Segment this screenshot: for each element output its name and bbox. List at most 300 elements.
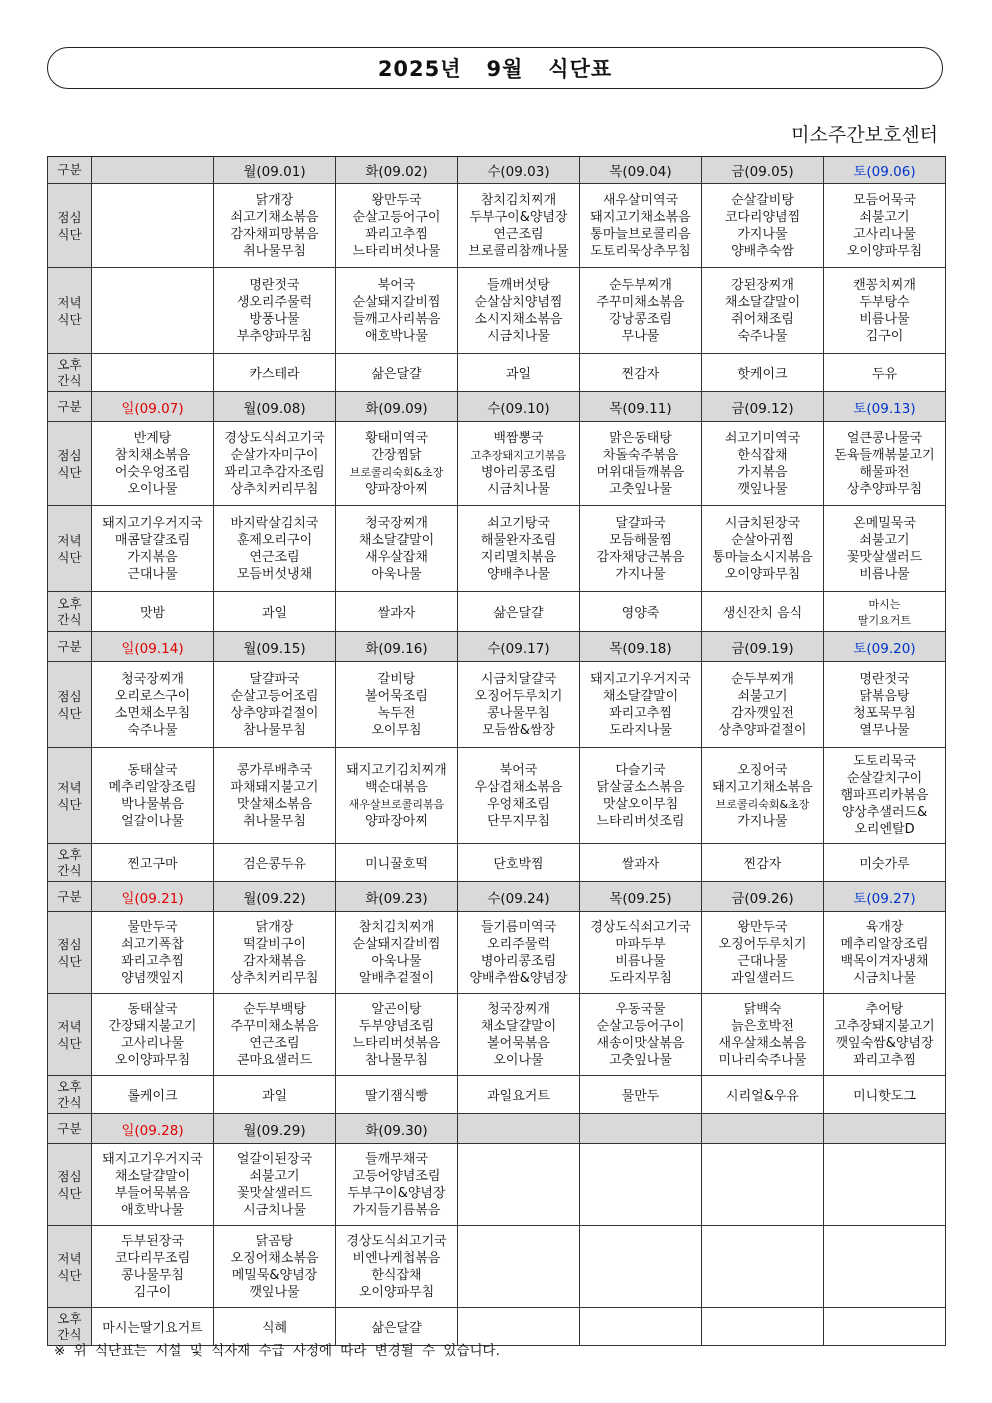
dinner-menu-cell [824, 506, 946, 592]
row-label-lunch-text: 식단 [57, 1185, 82, 1201]
dinner-menu-cell [336, 748, 458, 844]
snack-cell: 단호박찜 [458, 844, 580, 882]
menu-item: 꽈리고추찜 [609, 705, 672, 721]
dinner-menu-cell [92, 1226, 214, 1308]
row-label-snack-text: 간식 [57, 862, 82, 878]
menu-item: 시금치나물 [487, 481, 550, 497]
row-label-snack [48, 1076, 92, 1114]
menu-item: 돼지고기우거지국 [102, 515, 203, 531]
menu-item: 소시지채소볶음 [474, 311, 563, 327]
day-header: 일(09.07) [92, 392, 214, 422]
menu-item: 볼어묵조림 [365, 688, 428, 704]
menu-item: 새우살브로콜리볶음 [348, 797, 445, 811]
snack-cell: 삶은달걀 [458, 592, 580, 632]
lunch-menu-cell [458, 912, 580, 994]
menu-item: 콩나물무침 [487, 705, 550, 721]
menu-item: 육개장 [865, 919, 904, 935]
row-label-snack-text: 오후 [57, 595, 82, 611]
menu-item: 순두부찌개 [609, 277, 672, 293]
dinner-menu-cell [580, 748, 702, 844]
menu-item: 채소달걀말이 [114, 1168, 191, 1184]
day-header: 토(09.27) [824, 882, 946, 912]
menu-item: 순살고등어구이 [596, 1018, 685, 1034]
day-header: 토(09.13) [824, 392, 946, 422]
menu-item: 오징어두루치기 [474, 688, 563, 704]
menu-item: 쇠고기탕국 [487, 515, 550, 531]
menu-item: 비엔나케첩볶음 [352, 1250, 441, 1266]
menu-item: 해물파전 [859, 464, 910, 480]
menu-item: 왕만두국 [737, 919, 788, 935]
menu-item: 도라지무침 [609, 970, 672, 986]
lunch-menu-cell [336, 422, 458, 506]
menu-item: 김구이 [865, 328, 904, 344]
menu-item: 돼지고기채소볶음 [590, 209, 691, 225]
snack-cell: 롤케이크 [92, 1076, 214, 1114]
page-title: 2025년 9월 식단표 [377, 57, 613, 81]
row-label-snack [48, 844, 92, 882]
dinner-menu-cell [702, 268, 824, 354]
day-header [702, 1114, 824, 1144]
day-header: 토(09.20) [824, 632, 946, 662]
snack-cell: 쌀과자 [336, 592, 458, 632]
menu-item: 청국장찌개 [121, 671, 184, 687]
menu-item: 맑은동태탕 [609, 430, 672, 446]
menu-item: 갈비탕 [377, 671, 416, 687]
menu-item: 오리엔탈D [854, 822, 915, 837]
menu-item: 돼지고기채소볶음 [712, 779, 813, 795]
menu-item: 순살갈치구이 [846, 771, 923, 786]
menu-item: 근대나물 [127, 566, 178, 582]
menu-item: 콩나물무침 [121, 1267, 184, 1283]
menu-item: 고사리나물 [121, 1035, 184, 1051]
lunch-menu-cell [92, 184, 214, 268]
menu-item: 녹두전 [377, 705, 416, 721]
day-header: 금(09.12) [702, 392, 824, 422]
menu-item: 모듬해물찜 [609, 532, 672, 548]
menu-item: 참나물무침 [365, 1052, 428, 1068]
snack-cell: 찐고구마 [92, 844, 214, 882]
day-header [458, 1114, 580, 1144]
dinner-menu-cell [702, 994, 824, 1076]
menu-item: 물만두국 [127, 919, 178, 935]
day-header: 화(09.30) [336, 1114, 458, 1144]
snack-cell: 미숫가루 [824, 844, 946, 882]
menu-item: 볼어묵볶음 [487, 1035, 550, 1051]
menu-item: 시금치나물 [243, 1202, 306, 1218]
dinner-menu-cell [824, 1226, 946, 1308]
snack-cell: 미니핫도그 [824, 1076, 946, 1114]
meal-plan-table [47, 156, 946, 1346]
menu-item: 코다리양념찜 [724, 209, 801, 225]
menu-item: 쇠고기폭찹 [121, 936, 184, 952]
menu-item: 오이무침 [371, 722, 422, 738]
dinner-menu-cell [92, 268, 214, 354]
menu-item: 새송이맛살볶음 [596, 1035, 685, 1051]
menu-item: 도토리묵상추무침 [590, 243, 691, 259]
menu-item: 김구이 [133, 1284, 172, 1300]
menu-item: 닭볶음탕 [859, 688, 910, 704]
menu-item: 참치채소볶음 [114, 447, 191, 463]
day-header: 수(09.24) [458, 882, 580, 912]
snack-cell: 물만두 [580, 1076, 702, 1114]
snack-cell [824, 592, 946, 632]
menu-item: 가지나물 [737, 226, 788, 242]
menu-item: 박나물볶음 [121, 796, 184, 812]
menu-item: 열무나물 [859, 722, 910, 738]
menu-item: 메밀묵&양념장 [231, 1267, 318, 1283]
menu-item: 간장돼지불고기 [108, 1018, 197, 1034]
dinner-menu-cell [214, 748, 336, 844]
dinner-menu-cell [702, 506, 824, 592]
day-header [824, 1114, 946, 1144]
menu-item: 쥐어채조림 [731, 311, 794, 327]
row-label-snack [48, 354, 92, 392]
menu-item: 맛살채소볶음 [236, 796, 313, 812]
menu-item: 꽃맛살샐러드 [236, 1185, 313, 1201]
menu-item: 돼지고기우거지국 [102, 1151, 203, 1167]
menu-item: 고춧잎나물 [609, 1052, 672, 1068]
snack-item: 딸기요거트 [857, 613, 912, 627]
menu-item: 감자채볶음 [243, 953, 306, 969]
menu-item: 주꾸미채소볶음 [230, 1018, 319, 1034]
menu-item: 떡갈비구이 [243, 936, 306, 952]
lunch-menu-cell [214, 1144, 336, 1226]
snack-cell: 마시는딸기요거트 [92, 1308, 214, 1346]
menu-item: 순살가자미구이 [230, 447, 319, 463]
menu-item: 취나물무침 [243, 243, 306, 259]
menu-item: 부들어묵볶음 [114, 1185, 191, 1201]
row-label-lunch [48, 184, 92, 268]
menu-item: 마파두부 [615, 936, 666, 952]
lunch-menu-cell [92, 422, 214, 506]
lunch-menu-cell [458, 422, 580, 506]
menu-item: 브로콜리숙회&초장 [349, 465, 444, 479]
menu-item: 어슷우엉조림 [114, 464, 191, 480]
menu-item: 비름나물 [615, 953, 666, 969]
dinner-menu-cell [214, 506, 336, 592]
row-label-dinner-text: 식단 [57, 1035, 82, 1051]
lunch-menu-cell [580, 184, 702, 268]
day-header: 일(09.28) [92, 1114, 214, 1144]
dinner-menu-cell [92, 506, 214, 592]
row-label-dinner [48, 268, 92, 354]
menu-item: 돼지고기김치찌개 [346, 762, 447, 778]
snack-cell: 과일 [214, 592, 336, 632]
menu-item: 오이양파무침 [114, 1052, 191, 1068]
menu-item: 명란젓국 [249, 277, 300, 293]
menu-item: 닭백숙 [743, 1001, 782, 1017]
dinner-menu-cell [824, 994, 946, 1076]
menu-item: 두부된장국 [121, 1233, 184, 1249]
dinner-menu-cell [214, 268, 336, 354]
lunch-menu-cell [702, 912, 824, 994]
lunch-menu-cell [824, 912, 946, 994]
menu-item: 연근조림 [493, 226, 544, 242]
lunch-menu-cell [702, 662, 824, 748]
menu-item: 우삼겹채소볶음 [474, 779, 563, 795]
organization-name: 미소주간보호센터 [791, 124, 938, 146]
menu-item: 시금치달걀국 [480, 671, 557, 687]
menu-item: 해물완자조림 [480, 532, 557, 548]
menu-item: 머위대들깨볶음 [596, 464, 685, 480]
menu-item: 메추리알장조림 [108, 779, 197, 795]
menu-item: 양배추나물 [487, 566, 550, 582]
snack-cell: 삶은달걀 [336, 354, 458, 392]
menu-item: 쇠고기미역국 [724, 430, 801, 446]
menu-item: 연근조림 [249, 1035, 300, 1051]
menu-item: 순살고등어구이 [352, 209, 441, 225]
row-label-lunch [48, 662, 92, 748]
lunch-menu-cell [336, 912, 458, 994]
row-label-dinner-text: 식단 [57, 796, 82, 812]
day-header: 금(09.26) [702, 882, 824, 912]
snack-cell [580, 1308, 702, 1346]
menu-item: 백목이겨자냉채 [840, 953, 929, 969]
menu-item: 부추양파무침 [236, 328, 313, 344]
menu-item: 오이나물 [127, 481, 178, 497]
lunch-menu-cell [458, 184, 580, 268]
menu-item: 청국장찌개 [487, 1001, 550, 1017]
menu-item: 콩가루배추국 [236, 762, 313, 778]
menu-item: 백짬뽕국 [493, 430, 544, 446]
lunch-menu-cell [92, 662, 214, 748]
menu-item: 오징어국 [737, 762, 788, 778]
row-label-lunch-text: 식단 [57, 226, 82, 242]
menu-item: 오리주물럭 [487, 936, 550, 952]
row-label-lunch-text: 식단 [57, 953, 82, 969]
snack-cell [702, 1308, 824, 1346]
menu-item: 들기름미역국 [480, 919, 557, 935]
day-header: 수(09.17) [458, 632, 580, 662]
menu-item: 백순대볶음 [365, 779, 428, 795]
menu-item: 취나물무침 [243, 813, 306, 829]
day-header: 금(09.05) [702, 157, 824, 184]
row-label-lunch-text: 점심 [57, 688, 82, 704]
menu-item: 순살갈비탕 [731, 192, 794, 208]
lunch-menu-cell [336, 1144, 458, 1226]
lunch-menu-cell [458, 662, 580, 748]
menu-item: 애호박나물 [121, 1202, 184, 1218]
dinner-menu-cell [458, 994, 580, 1076]
menu-item: 메추리알장조림 [840, 936, 929, 952]
menu-item: 강낭콩조림 [609, 311, 672, 327]
menu-item: 꽈리고추찜 [121, 953, 184, 969]
menu-item: 양배추쌈&양념장 [469, 970, 568, 986]
day-header: 월(09.08) [214, 392, 336, 422]
menu-item: 시금치된장국 [724, 515, 801, 531]
menu-item: 얼큰콩나물국 [846, 430, 923, 446]
dinner-menu-cell [580, 1226, 702, 1308]
row-label-dinner [48, 748, 92, 844]
menu-item: 참치김치찌개 [480, 192, 557, 208]
menu-item: 닭살굴소스볶음 [596, 779, 685, 795]
menu-item: 알배추겉절이 [358, 970, 435, 986]
menu-item: 아욱나물 [371, 953, 422, 969]
menu-item: 닭개장 [255, 192, 294, 208]
menu-item: 새우살채소볶음 [718, 1035, 807, 1051]
menu-item: 깻잎나물 [249, 1284, 300, 1300]
menu-item: 주꾸미채소볶음 [596, 294, 685, 310]
day-header: 월(09.01) [214, 157, 336, 184]
row-label-snack [48, 592, 92, 632]
menu-item: 양파장아찌 [365, 813, 428, 829]
menu-item: 오리로스구이 [114, 688, 191, 704]
menu-item: 바지락살김치국 [230, 515, 319, 531]
menu-item: 도토리묵국 [853, 754, 916, 769]
menu-item: 순살아귀찜 [731, 532, 794, 548]
menu-item: 아욱나물 [371, 566, 422, 582]
day-header: 월(09.22) [214, 882, 336, 912]
menu-item: 순두부찌개 [731, 671, 794, 687]
lunch-menu-cell [336, 184, 458, 268]
menu-item: 연근조림 [249, 549, 300, 565]
menu-item: 꽈리고추찜 [853, 1052, 916, 1068]
menu-item: 애호박나물 [365, 328, 428, 344]
menu-item: 얼갈이된장국 [236, 1151, 313, 1167]
menu-item: 참치김치찌개 [358, 919, 435, 935]
snack-cell: 검은콩두유 [214, 844, 336, 882]
menu-item: 순살고등어조림 [230, 688, 319, 704]
snack-cell: 삶은달걀 [336, 1308, 458, 1346]
menu-item: 상추양파무침 [846, 481, 923, 497]
menu-item: 느타리버섯나물 [352, 243, 441, 259]
menu-item: 가지들기름볶음 [352, 1202, 441, 1218]
menu-item: 순살돼지갈비찜 [352, 936, 441, 952]
menu-item: 쇠불고기 [249, 1168, 300, 1184]
snack-cell: 생신잔치 음식 [702, 592, 824, 632]
menu-item: 감자깻잎전 [731, 705, 794, 721]
lunch-menu-cell [824, 184, 946, 268]
menu-item: 햄파프리카볶음 [840, 788, 929, 803]
menu-item: 꽈리고추감자조림 [224, 464, 325, 480]
row-label-lunch-text: 점심 [57, 1168, 82, 1184]
row-label-snack-text: 오후 [57, 1310, 82, 1326]
menu-item: 모듬버섯냉채 [236, 566, 313, 582]
menu-item: 파채돼지불고기 [230, 779, 319, 795]
menu-item: 채소달걀말이 [480, 1018, 557, 1034]
row-label-dinner-text: 식단 [57, 1267, 82, 1283]
lunch-menu-cell [580, 662, 702, 748]
lunch-menu-cell [824, 662, 946, 748]
menu-item: 가지볶음 [127, 549, 178, 565]
menu-item: 온메밀묵국 [853, 515, 916, 531]
menu-item: 깻잎나물 [737, 481, 788, 497]
row-label-snack-text: 간식 [57, 611, 82, 627]
row-label-lunch [48, 422, 92, 506]
menu-item: 브로콜리숙회&초장 [715, 797, 810, 811]
menu-item: 미나리숙주나물 [718, 1052, 807, 1068]
menu-item: 한식잡채 [371, 1267, 422, 1283]
menu-item: 양파장아찌 [365, 481, 428, 497]
snack-cell: 핫케이크 [702, 354, 824, 392]
menu-item: 상추치커리무침 [230, 481, 319, 497]
row-label-gubun: 구분 [48, 882, 92, 912]
menu-item: 가지나물 [615, 566, 666, 582]
menu-item: 채소달걀말이 [602, 688, 679, 704]
menu-item: 얼갈이나물 [121, 813, 184, 829]
menu-item: 두부구이&양념장 [347, 1185, 446, 1201]
dinner-menu-cell [214, 994, 336, 1076]
menu-item: 새우살잡채 [365, 549, 428, 565]
menu-item: 상추양파겉절이 [230, 705, 319, 721]
menu-item: 비름나물 [859, 566, 910, 582]
menu-item: 병아리콩조림 [480, 953, 557, 969]
lunch-menu-cell [214, 422, 336, 506]
row-label-gubun: 구분 [48, 1114, 92, 1144]
row-label-snack-text: 오후 [57, 1078, 82, 1094]
menu-item: 콘마요샐러드 [236, 1052, 313, 1068]
row-label-snack-text: 간식 [57, 1326, 82, 1342]
row-label-dinner-text: 저녁 [57, 1250, 82, 1266]
menu-item: 순살돼지갈비찜 [352, 294, 441, 310]
dinner-menu-cell [458, 748, 580, 844]
menu-item: 가지나물 [737, 813, 788, 829]
menu-item: 동태살국 [127, 762, 178, 778]
menu-item: 양상추샐러드& [841, 805, 928, 820]
row-label-dinner-text: 저녁 [57, 1018, 82, 1034]
menu-item: 들깨버섯탕 [487, 277, 550, 293]
row-label-lunch-text: 식단 [57, 705, 82, 721]
dinner-menu-cell [92, 994, 214, 1076]
lunch-menu-cell [702, 1144, 824, 1226]
lunch-menu-cell [580, 422, 702, 506]
day-header: 일(09.14) [92, 632, 214, 662]
snack-cell: 찐감자 [580, 354, 702, 392]
menu-item: 고사리나물 [853, 226, 916, 242]
menu-item: 채소달걀말이 [358, 532, 435, 548]
snack-cell [92, 354, 214, 392]
menu-item: 고춧잎나물 [609, 481, 672, 497]
menu-item: 북어국 [377, 277, 416, 293]
menu-item: 가지볶음 [737, 464, 788, 480]
lunch-menu-cell [702, 184, 824, 268]
day-header [92, 157, 214, 184]
menu-item: 지리멸치볶음 [480, 549, 557, 565]
menu-item: 경상도식쇠고기국 [590, 919, 691, 935]
menu-item: 시금치나물 [853, 970, 916, 986]
row-label-snack-text: 간식 [57, 1094, 82, 1110]
menu-item: 통마늘소시지볶음 [712, 549, 813, 565]
menu-item: 시금치나물 [487, 328, 550, 344]
menu-item: 방풍나물 [249, 311, 300, 327]
menu-item: 우동국물 [615, 1001, 666, 1017]
day-header: 화(09.23) [336, 882, 458, 912]
menu-item: 고등어양념조림 [352, 1168, 441, 1184]
menu-item: 두부탕수 [859, 294, 910, 310]
menu-item: 채소달걀말이 [724, 294, 801, 310]
row-label-snack-text: 간식 [57, 372, 82, 388]
menu-item: 소면채소무침 [114, 705, 191, 721]
snack-cell: 딸기잼식빵 [336, 1076, 458, 1114]
snack-cell: 시리얼&우유 [702, 1076, 824, 1114]
menu-item: 쇠불고기 [859, 209, 910, 225]
dinner-menu-cell [92, 748, 214, 844]
menu-item: 늙은호박전 [731, 1018, 794, 1034]
menu-item: 간장찜닭 [371, 447, 422, 463]
day-header: 목(09.25) [580, 882, 702, 912]
row-label-gubun: 구분 [48, 632, 92, 662]
menu-item: 동태살국 [127, 1001, 178, 1017]
lunch-menu-cell [336, 662, 458, 748]
menu-item: 쇠불고기 [859, 532, 910, 548]
lunch-menu-cell [580, 912, 702, 994]
dinner-menu-cell [702, 1226, 824, 1308]
menu-item: 돼지고기우거지국 [590, 671, 691, 687]
lunch-menu-cell [458, 1144, 580, 1226]
menu-item: 캔꽁치찌개 [853, 277, 916, 293]
menu-item: 양념깻잎지 [121, 970, 184, 986]
menu-item: 차돌숙주볶음 [602, 447, 679, 463]
